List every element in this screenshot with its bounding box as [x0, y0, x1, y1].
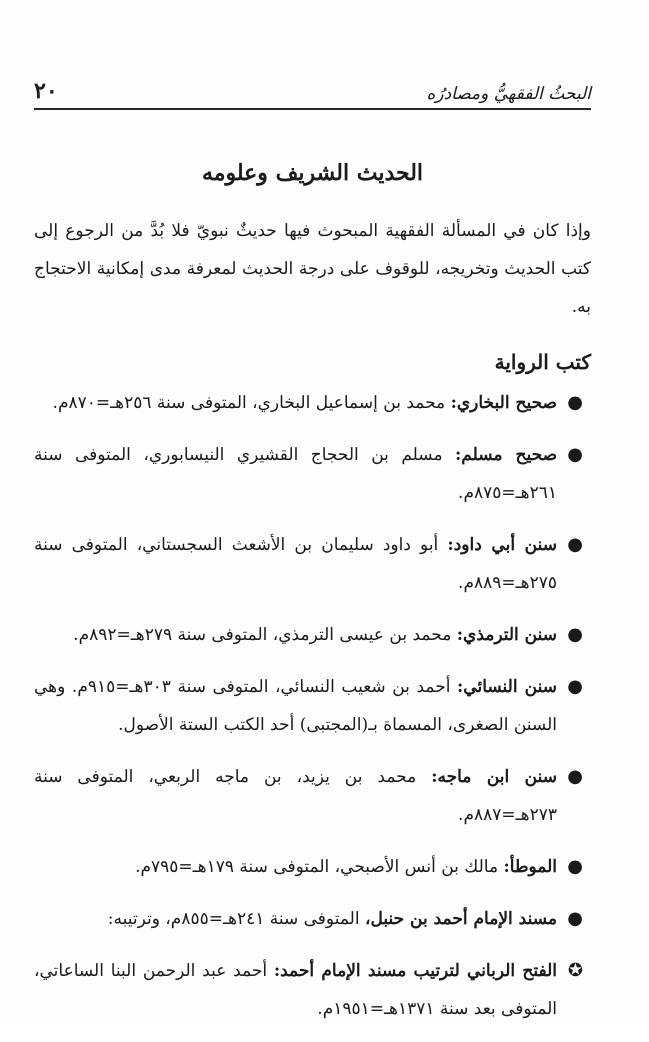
list-item	[34, 900, 591, 938]
subsection-title: كتب الرواية	[494, 350, 591, 374]
entry-title: مسند الإمام أحمد بن حنبل،	[364, 909, 557, 929]
entry-text: أبو داود سليمان بن الأشعث السجستاني، المتوفى سنة ٢٧٥هـ=٨٨٩م.	[34, 535, 557, 593]
list-item	[34, 616, 591, 654]
list-item	[34, 436, 591, 512]
page-content	[34, 160, 591, 1042]
intro-paragraph: وإذا كان في المسألة الفقهية المبحوث فيها حديثٌ نبويّ فلا بُدَّ من الرجوع إلى كتب الحديث وتخريجه، للوقوف على درجة الحديث لمعرفة مدى إمكانية الاحتجاج به.	[34, 221, 591, 317]
bullet-icon: ●	[567, 856, 583, 877]
entry-title: الموطأ:	[503, 857, 557, 877]
star-bullet-icon: ✪	[567, 960, 583, 981]
entry-title: صحيح البخاري:	[450, 393, 557, 413]
entry-title: سنن ابن ماجه:	[431, 767, 557, 787]
section-title: الحديث الشريف وعلومه	[201, 160, 424, 186]
entry-text: أحمد عبد الرحمن البنا الساعاتي، المتوفى بعد سنة ١٣٧١هـ=١٩٥١م.	[34, 961, 557, 1019]
entry-title: سنن النسائي:	[457, 677, 557, 697]
entry-title: سنن أبي داود:	[447, 535, 557, 555]
bullet-icon: ●	[567, 766, 583, 787]
bullet-icon: ●	[567, 534, 583, 555]
entry-text: محمد بن يزيد، بن ماجه الربعي، المتوفى سنة ٢٧٣هـ=٨٨٧م.	[34, 767, 557, 825]
entry-text: مالك بن أنس الأصبحي، المتوفى سنة ١٧٩هـ=٧٩٥م.	[135, 857, 504, 877]
entry-text: محمد بن عيسى الترمذي، المتوفى سنة ٢٧٩هـ=٨٩٢م.	[73, 625, 457, 645]
bullet-icon: ●	[567, 624, 583, 645]
entry-text: مسلم بن الحجاج القشيري النيسابوري، المتوفى سنة ٢٦١هـ=٨٧٥م.	[34, 445, 557, 503]
entry-title: سنن الترمذي:	[456, 625, 557, 645]
list-item	[34, 952, 591, 1028]
bullet-icon: ●	[567, 908, 583, 929]
running-title: البحثُ الفقهيُّ ومصادرُه	[426, 84, 591, 104]
entry-text: محمد بن إسماعيل البخاري، المتوفى سنة ٢٥٦هـ=٨٧٠م.	[52, 393, 451, 413]
list-item	[34, 758, 591, 834]
entry-text: المتوفى سنة ٢٤١هـ=٨٥٥م، وترتيبه:	[107, 909, 365, 929]
list-item	[34, 526, 591, 602]
bullet-icon: ●	[567, 444, 583, 465]
page-header	[34, 64, 591, 110]
page-number: ٢٠	[34, 78, 58, 104]
bullet-icon: ●	[567, 392, 583, 413]
bullet-icon: ●	[567, 676, 583, 697]
list-item	[34, 384, 591, 422]
list-item	[34, 848, 591, 886]
entries-list	[34, 384, 591, 1028]
entry-title: صحيح مسلم:	[455, 445, 558, 465]
list-item	[34, 668, 591, 744]
entry-text: أحمد بن شعيب النسائي، المتوفى سنة ٣٠٣هـ=٩١٥م. وهي السنن الصغرى، المسماة بـ(المجتبى) أحد الكتب الستة الأصول.	[34, 677, 557, 735]
entry-title: الفتح الرباني لترتيب مسند الإمام أحمد:	[273, 961, 557, 981]
